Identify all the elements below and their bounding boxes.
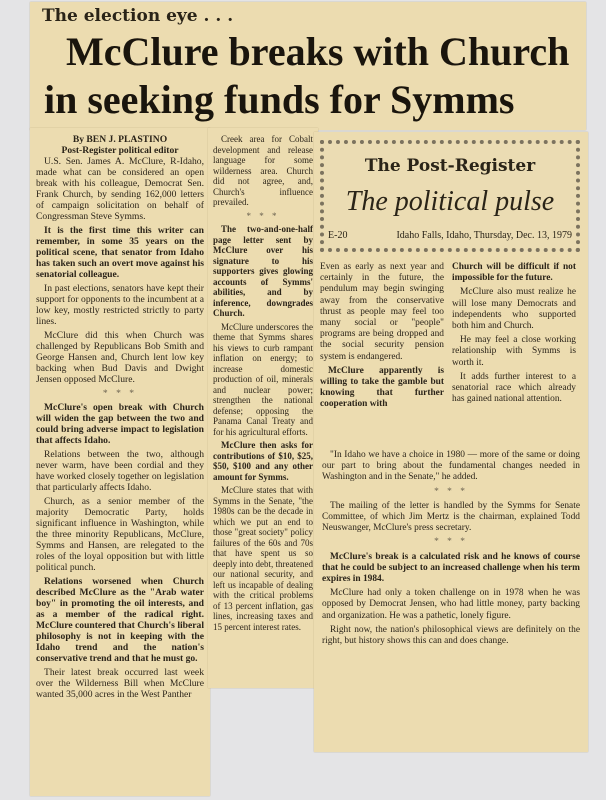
byline-title: Post-Register political editor — [61, 145, 179, 156]
paragraph: The two-and-one-half page letter sent by McClure over his signature to his supporters gives glowing accounts of Symms' abilities, and by inference, downgrades Church. — [213, 224, 313, 318]
paragraph: McClure's open break with Church will widen the gap between the two and could bring adverse impact to legislation that affects Idaho. — [36, 402, 204, 446]
separator: * * * — [246, 210, 280, 221]
paragraph: McClure also must realize he will lose many Democrats and independents who supported both him and Church. — [452, 287, 576, 332]
masthead-box — [320, 140, 580, 252]
column-title: The political pulse — [345, 186, 555, 217]
headline-line-2: in seeking funds for Symms — [44, 77, 515, 122]
paragraph: Church, as a senior member of the majority Democratic Party, holds significant influence in Washington, while the three minority Republicans, McClure, Symms and Hansen, are relegated to the roles of the loyal opposition but with little political punch. — [36, 496, 204, 573]
article-column-1 — [36, 134, 204, 703]
paragraph: Church will be difficult if not impossible for the future. — [452, 262, 576, 284]
separator: * * * — [102, 388, 138, 399]
dateline: Idaho Falls, Idaho, Thursday, Dec. 13, 1979 — [396, 230, 572, 241]
paragraph: Even as early as next year and certainly in the future, the pendulum may begin swinging away from the conservative thrust as people may feel too many social or "people" programs are being dropped and the social security pension system is endangered. — [320, 262, 444, 362]
headline-line-1: McClure breaks with Church — [66, 29, 570, 74]
paragraph: McClure had only a token challenge on in 1978 when he was opposed by Democrat Jensen, who had little money, party backing and organization. He was a pathetic, lonely figure. — [322, 588, 580, 621]
paragraph: U.S. Sen. James A. McClure, R-Idaho, made what can be considered an open break with his colleague, Democrat Sen. Frank Church, by sending 162,000 letters of campaign solicitation on behalf of Congressman Steve Symms. — [36, 156, 204, 222]
paragraph: Relations worsened when Church described McClure as the "Arab water boy" in promoting the oil interests, and as a member of the radical right. McClure countered that Church's liberal philosophy is not in keeping with the Idaho trend and the nation's conservative trend and that he must go. — [36, 576, 204, 664]
paragraph: McClure's break is a calculated risk and he knows of course that he could be subject to an increased challenge when his term expires in 1984. — [322, 551, 580, 585]
paragraph: McClure apparently is willing to take the gamble but knowing that further cooperation with — [320, 365, 444, 410]
paragraph: Right now, the nation's philosophical views are definitely on the right, but history shows this can and does change. — [322, 624, 580, 647]
paragraph: McClure underscores the theme that Symms shares his views to curb rampant inflation on energy; to increase domestic production of oil, minerals and nuclear power; strengthen the national defense; opposing the Panama Canal Treaty and for his agricultural efforts. — [213, 321, 313, 437]
byline-author: By BEN J. PLASTINO — [72, 134, 168, 145]
paragraph: It adds further interest to a senatorial race which already has gained national attention. — [452, 371, 576, 405]
paragraph: McClure states that with Symms in the Senate, "the 1980s can be the decade in which we put an end to those "great society" policy failures of the 60s and 70s that have spent us so deeply into debt, threatened our national security, and left us incapable of dealing with the critical problems of 13 percent inflation, gas lines, increasing taxes and 15 percent interest rates. — [213, 485, 313, 632]
newspaper-name: The Post-Register — [364, 156, 536, 176]
paragraph: The mailing of the letter is handled by the Symms for Senate Committee, of which Jim Mertz is the chairman, explained Todd Neuswanger, McClure's press secretary. — [322, 500, 580, 534]
article-column-2 — [213, 134, 313, 635]
paragraph: Relations between the two, although never warm, have been cordial and they have worked closely together on legislation that particularly affects Idaho. — [36, 449, 204, 493]
article-column-2-continued — [322, 450, 580, 650]
paragraph: Creek area for Cobalt development and release language for some wilderness area. Church did not agree, and, Church's influence prevailed. — [213, 134, 313, 207]
article-column-4 — [452, 262, 576, 408]
article-column-3 — [320, 262, 444, 414]
paragraph: He may feel a close working relationship with Symms is worth it. — [452, 335, 576, 368]
paragraph: Their latest break occurred last week over the Wilderness Bill when McClure wanted 35,000 acres in the West Panther — [36, 667, 204, 700]
paragraph: McClure did this when Church was challenged by Republicans Bob Smith and George Hansen and, Church lent low key backing when Bud Davis and Dwight Jensen opposed McClure. — [36, 330, 204, 385]
separator: * * * — [434, 537, 468, 548]
separator: * * * — [434, 486, 468, 497]
paragraph: It is the first time this writer can remember, in some 35 years on the political scene, that senator from Idaho has taken such an overt move against his senatorial colleague. — [36, 225, 204, 280]
paragraph: McClure then asks for contributions of $10, $25, $50, $100 and any other amount for Symms. — [213, 440, 313, 482]
kicker: The election eye . . . — [42, 6, 234, 26]
page-number: E-20 — [328, 230, 348, 241]
paragraph: In past elections, senators have kept their support for opponents to the incumbent at a low key, mostly restricted strictly to party lines. — [36, 283, 204, 327]
paragraph: "In Idaho we have a choice in 1980 — more of the same or doing our part to bring about the fundamental changes needed in Washington and in the Senate," he added. — [322, 450, 580, 483]
